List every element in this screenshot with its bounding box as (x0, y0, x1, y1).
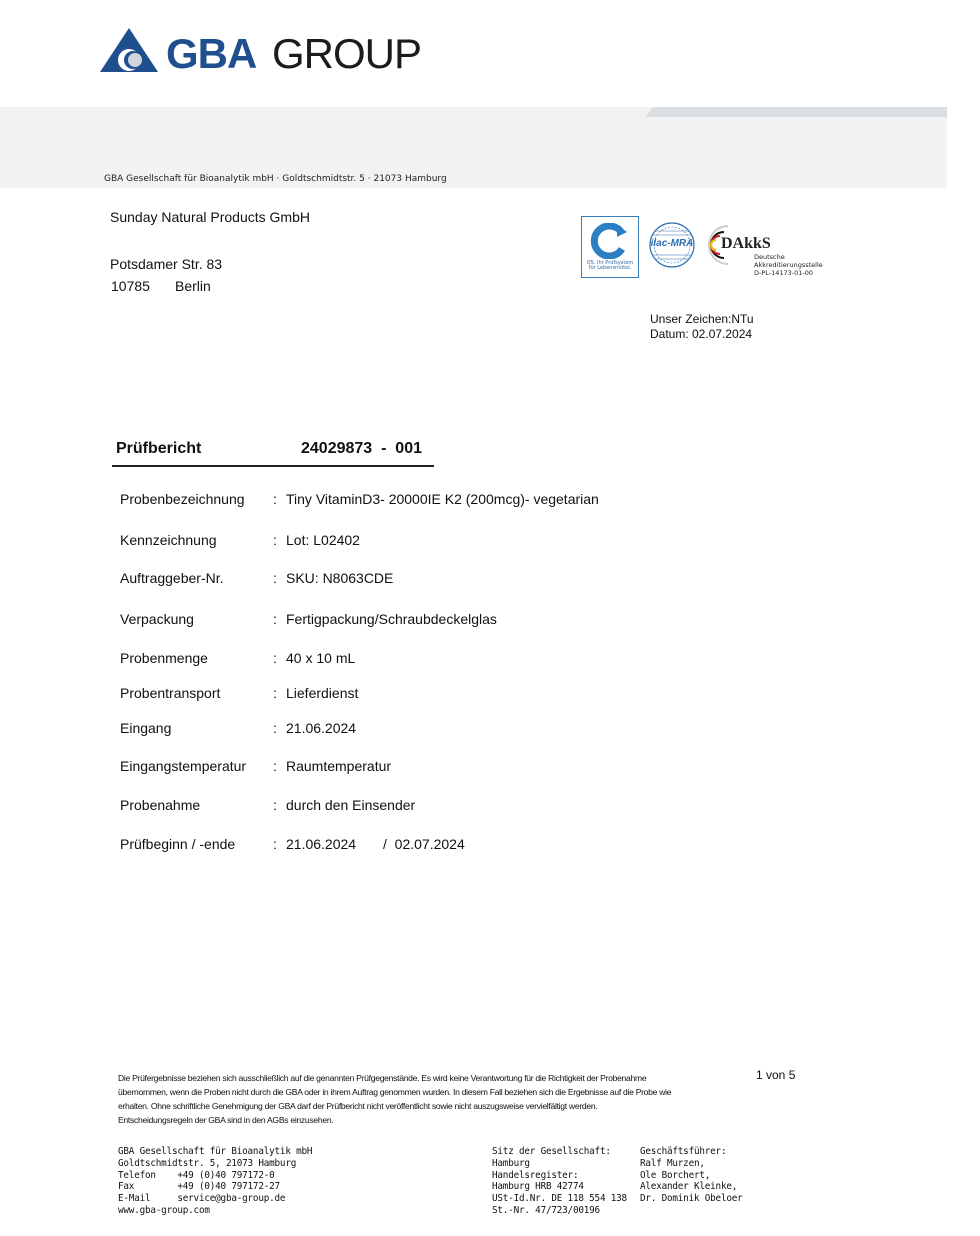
row-value: Fertigpackung/Schraubdeckelglas (286, 611, 497, 627)
row-label: Probenmenge (120, 650, 208, 666)
row-colon: : (273, 491, 277, 507)
row-label: Probentransport (120, 685, 221, 701)
row-value: Lot: L02402 (286, 532, 360, 548)
row-colon: : (273, 797, 277, 813)
row-colon: : (273, 836, 277, 852)
row-value-end: / 02.07.2024 (383, 836, 465, 852)
logo-group-text: GROUP (272, 30, 422, 77)
recipient-company: Sunday Natural Products GmbH (110, 209, 310, 225)
gba-triangle-icon (100, 28, 158, 74)
row-value: 21.06.2024 (286, 836, 357, 852)
qs-text: QS. Ihr Prüfsystem für Lebensmittel. (586, 260, 634, 271)
row-colon: : (273, 532, 277, 548)
row-value: Lieferdienst (286, 685, 359, 701)
row-label: Verpackung (120, 611, 194, 627)
row-value: Raumtemperatur (286, 758, 392, 774)
row-value: durch den Einsender (286, 797, 416, 813)
row-label: Probenahme (120, 797, 201, 813)
footer-registry-info: Sitz der Gesellschaft: Hamburg Handelsregister: Hamburg HRB 42774 USt-Id.Nr. DE 118 554 138 St.-Nr. 47/723/00196 (492, 1146, 627, 1216)
reference-datum: Datum: 02.07.2024 (650, 327, 753, 341)
qs-logo (581, 216, 639, 278)
recipient-city: Berlin (175, 278, 211, 294)
header-band-accent (645, 107, 947, 117)
row-colon: : (273, 720, 277, 736)
row-value: Tiny VitaminD3- 20000IE K2 (200mcg)- vegetarian (286, 491, 599, 507)
qs-circle-icon (590, 223, 628, 259)
footer-company-info: GBA Gesellschaft für Bioanalytik mbH Goldtschmidtstr. 5, 21073 Hamburg Telefon +49 (0)40 797172-0 Fax +49 (0)40 797172-27 E-Mail service@gba-group.de www.gba-group.com (118, 1146, 313, 1216)
row-value: SKU: N8063CDE (286, 570, 394, 586)
row-label: Eingangstemperatur (120, 758, 247, 774)
dakks-text: DAkkS (721, 235, 771, 252)
report-number: 24029873 - 001 (301, 440, 422, 457)
report-title-underline (112, 465, 434, 467)
footer-management-info: Geschäftsführer: Ralf Murzen, Ole Borchert, Alexander Kleinke, Dr. Dominik Obeloer (640, 1146, 743, 1205)
reference-zeichen: Unser Zeichen:NTu (650, 312, 754, 326)
row-colon: : (273, 650, 277, 666)
row-value: 40 x 10 mL (286, 650, 356, 666)
footer-disclaimer: Die Prüfergebnisse beziehen sich ausschließlich auf die genannten Prüfgegenstände. Es wird keine Verantwortung für die Richtigkeit der Probenahme übernommen, wenn die Proben nicht durch die GBA oder in ihrem Auftrag genommen wurden. In diesem Fall beziehen sich die Ergebnisse auf die Probe wie erhalten. Ohne schriftliche Genehmigung der GBA darf der Prüfbericht nicht veröffentlicht sowie nicht auszugsweise vervielfältigt werden. Entscheidungsregeln der GBA sind in den AGBs einzusehen. (118, 1073, 672, 1125)
row-colon: : (273, 758, 277, 774)
row-label: Auftraggeber-Nr. (120, 570, 224, 586)
sender-line: GBA Gesellschaft für Bioanalytik mbH · Goldtschmidtstr. 5 · 21073 Hamburg (104, 174, 447, 184)
recipient-street: Potsdamer Str. 83 (110, 256, 223, 272)
report-title: Prüfbericht (116, 440, 202, 457)
gba-group-logo (100, 28, 460, 76)
ilac-text: ilac-MRA (650, 238, 694, 249)
logo-gba-text: GBA (166, 30, 257, 77)
row-label: Prüfbeginn / -ende (120, 836, 236, 852)
dakks-subtitle: Deutsche Akkreditierungsstelle D-PL-14173-01-00 (754, 253, 823, 277)
row-label: Eingang (120, 720, 172, 736)
row-colon: : (273, 611, 277, 627)
row-label: Probenbezeichnung (120, 491, 245, 507)
row-label: Kennzeichnung (120, 532, 217, 548)
row-colon: : (273, 570, 277, 586)
row-value: 21.06.2024 (286, 720, 357, 736)
recipient-zip: 10785 (111, 278, 150, 294)
row-colon: : (273, 685, 277, 701)
page-number: 1 von 5 (756, 1068, 796, 1082)
